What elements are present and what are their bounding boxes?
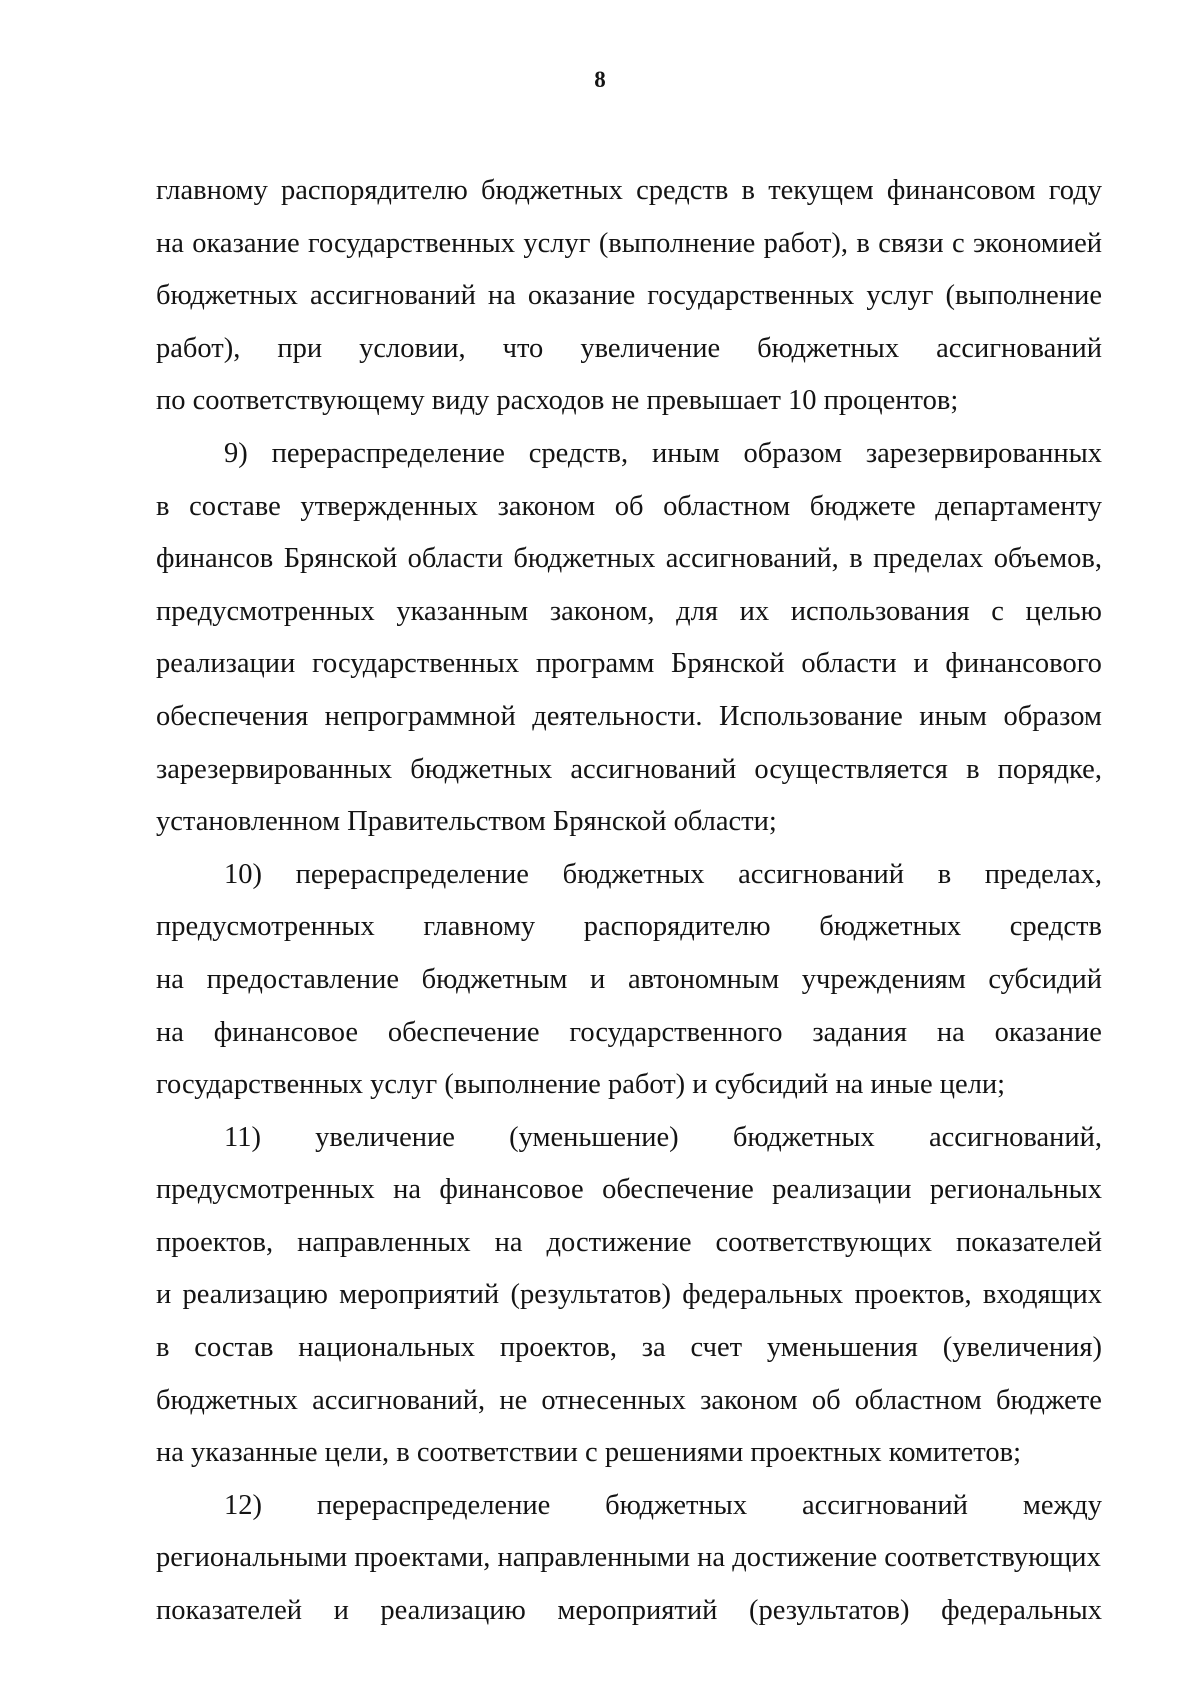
word: бюджете bbox=[996, 1384, 1102, 1416]
word: услуг bbox=[866, 280, 934, 312]
word: и bbox=[913, 648, 929, 680]
text-line bbox=[156, 428, 1102, 481]
word: перераспределение bbox=[316, 1489, 551, 1521]
text-line bbox=[156, 323, 1102, 376]
text-line bbox=[156, 1112, 1102, 1165]
word: финансовое bbox=[439, 1174, 584, 1206]
text-line bbox=[156, 1480, 1102, 1533]
text-line bbox=[156, 1217, 1102, 1270]
word: (уменьшение) bbox=[509, 1121, 679, 1153]
text-line bbox=[156, 218, 1102, 271]
word: образом bbox=[1003, 700, 1102, 732]
word: порядке, bbox=[997, 753, 1102, 785]
text-line bbox=[156, 586, 1102, 639]
text-line bbox=[156, 1007, 1102, 1060]
word: направленных bbox=[297, 1226, 471, 1258]
word: с bbox=[991, 595, 1004, 627]
word: входящих bbox=[982, 1279, 1102, 1311]
word: достижение bbox=[546, 1226, 692, 1258]
text-line bbox=[156, 1164, 1102, 1217]
word: 10) bbox=[224, 858, 262, 890]
word: с bbox=[951, 227, 965, 259]
word: уменьшения bbox=[766, 1332, 918, 1364]
text-line bbox=[156, 901, 1102, 954]
word: их bbox=[739, 595, 770, 627]
text-line bbox=[156, 954, 1102, 1007]
word: реализации bbox=[156, 648, 296, 680]
word: что bbox=[502, 332, 544, 364]
word: Брянской bbox=[283, 543, 398, 575]
word: использования bbox=[790, 595, 970, 627]
word: состав bbox=[194, 1332, 274, 1364]
word: (увеличения) bbox=[942, 1332, 1102, 1364]
document-body bbox=[156, 165, 1102, 1638]
word: ассигнований bbox=[570, 753, 737, 785]
word: в bbox=[937, 858, 952, 890]
word: ассигнований bbox=[936, 332, 1102, 364]
word: федеральных bbox=[941, 1595, 1102, 1627]
word: бюджетных bbox=[156, 280, 298, 312]
word: области bbox=[407, 543, 503, 575]
text-line bbox=[156, 481, 1102, 534]
word: отнесенных bbox=[541, 1384, 686, 1416]
word: проектов, bbox=[156, 1226, 274, 1258]
word: иным bbox=[651, 437, 720, 469]
word: проектов, bbox=[854, 1279, 972, 1311]
word: бюджетных bbox=[757, 332, 900, 364]
word: средств, bbox=[528, 437, 629, 469]
word: и bbox=[333, 1595, 349, 1627]
word: (результатов) bbox=[510, 1279, 671, 1311]
word: бюджетным bbox=[421, 963, 568, 995]
word: финансов bbox=[156, 543, 274, 575]
word: в bbox=[156, 1332, 170, 1364]
text-line: региональными проектами, направленными на достижение соответствующих bbox=[156, 1542, 1101, 1574]
word: региональных bbox=[929, 1174, 1102, 1206]
word: году bbox=[1048, 175, 1102, 206]
word: в bbox=[156, 490, 170, 522]
word: средств bbox=[636, 175, 729, 206]
word: не bbox=[499, 1384, 528, 1416]
word: государственных bbox=[647, 280, 855, 312]
word: услуг bbox=[523, 227, 591, 259]
word: непрограммной bbox=[324, 700, 516, 732]
word: в bbox=[741, 175, 755, 206]
word: предусмотренных bbox=[156, 595, 375, 627]
word: между bbox=[1022, 1489, 1102, 1521]
word: автономным bbox=[627, 963, 780, 995]
word: (результатов) bbox=[748, 1595, 910, 1627]
word: обеспечение bbox=[602, 1174, 754, 1206]
word: ассигнований bbox=[802, 1489, 968, 1521]
text-line bbox=[156, 691, 1102, 744]
text-line bbox=[156, 638, 1102, 691]
word: бюджетных bbox=[480, 175, 623, 206]
word: реализацию bbox=[380, 1595, 526, 1627]
word: 9) bbox=[224, 437, 248, 469]
word: текущем bbox=[768, 175, 874, 206]
text-line bbox=[156, 1375, 1102, 1428]
word: иным bbox=[919, 700, 987, 732]
word: предусмотренных bbox=[156, 911, 375, 943]
word: главному bbox=[423, 911, 536, 943]
word: условии, bbox=[359, 332, 466, 364]
word: образом bbox=[743, 437, 842, 469]
text-line bbox=[156, 744, 1102, 797]
word: зарезервированных bbox=[156, 753, 393, 785]
word: департаменту bbox=[935, 490, 1102, 522]
word: программ bbox=[535, 648, 655, 680]
text-line: на указанные цели, в соответствии с решениями проектных комитетов; bbox=[156, 1437, 1021, 1469]
word: за bbox=[641, 1332, 666, 1364]
word: законом, bbox=[549, 595, 655, 627]
text-line: по соответствующему виду расходов не превышает 10 процентов; bbox=[156, 385, 959, 417]
word: показателей bbox=[956, 1226, 1102, 1258]
word: предоставление bbox=[206, 963, 400, 995]
word: ассигнований, bbox=[312, 1384, 486, 1416]
word: главному bbox=[156, 175, 268, 206]
word: бюджетных bbox=[819, 911, 962, 943]
word: финансового bbox=[945, 648, 1102, 680]
word: средств bbox=[1009, 911, 1102, 943]
word: утвержденных bbox=[300, 490, 478, 522]
word: для bbox=[676, 595, 718, 627]
word: (выполнение bbox=[945, 280, 1102, 312]
word: финансовое bbox=[213, 1016, 359, 1048]
word: распорядителю bbox=[281, 175, 468, 206]
word: бюджете bbox=[809, 490, 916, 522]
word: объемов, bbox=[993, 543, 1102, 575]
word: ассигнований, bbox=[665, 543, 839, 575]
word: 12) bbox=[224, 1489, 262, 1521]
word: при bbox=[277, 332, 323, 364]
word: в bbox=[849, 543, 863, 575]
word: предусмотренных bbox=[156, 1174, 375, 1206]
text-line: установленном Правительством Брянской области; bbox=[156, 806, 777, 838]
word: показателей bbox=[156, 1595, 302, 1627]
word: государственных bbox=[312, 648, 520, 680]
word: работ), bbox=[763, 227, 849, 259]
word: законом bbox=[497, 490, 596, 522]
word: на bbox=[156, 227, 184, 259]
word: счет bbox=[690, 1332, 743, 1364]
word: и bbox=[156, 1279, 172, 1311]
word: ассигнований bbox=[738, 858, 905, 890]
word: области bbox=[801, 648, 897, 680]
word: бюджетных bbox=[605, 1489, 748, 1521]
word: Использование bbox=[718, 700, 903, 732]
word: перераспределение bbox=[271, 437, 505, 469]
word: на bbox=[494, 1226, 523, 1258]
word: в bbox=[856, 227, 870, 259]
word: зарезервированных bbox=[865, 437, 1102, 469]
word: деятельности. bbox=[532, 700, 703, 732]
word: (выполнение bbox=[598, 227, 756, 259]
word: бюджетных bbox=[562, 858, 705, 890]
word: реализации bbox=[772, 1174, 912, 1206]
word: на bbox=[156, 1016, 184, 1048]
text-line bbox=[156, 533, 1102, 586]
word: на bbox=[156, 963, 184, 995]
word: об bbox=[811, 1384, 841, 1416]
text-line bbox=[156, 165, 1102, 218]
text-line bbox=[156, 1269, 1102, 1322]
word: государственного bbox=[569, 1016, 783, 1048]
word: осуществляется bbox=[754, 753, 948, 785]
word: распорядителю bbox=[583, 911, 771, 943]
word: задания bbox=[812, 1016, 907, 1048]
word: финансовом bbox=[886, 175, 1036, 206]
word: указанным bbox=[396, 595, 529, 627]
word: соответствующих bbox=[715, 1226, 933, 1258]
word: обеспечения bbox=[156, 700, 309, 732]
word: оказание bbox=[527, 280, 636, 312]
word: пределах, bbox=[984, 858, 1102, 890]
word: ассигнований, bbox=[928, 1121, 1102, 1153]
word: экономией bbox=[972, 227, 1102, 259]
word: 11) bbox=[224, 1121, 261, 1153]
word: увеличение bbox=[580, 332, 721, 364]
text-line: государственных услуг (выполнение работ) и субсидий на иные цели; bbox=[156, 1069, 1006, 1101]
word: на bbox=[393, 1174, 421, 1206]
word: областном bbox=[854, 1384, 982, 1416]
word: субсидий bbox=[988, 963, 1102, 995]
word: и bbox=[590, 963, 606, 995]
word: государственных bbox=[308, 227, 516, 259]
word: работ), bbox=[156, 332, 241, 364]
word: на bbox=[936, 1016, 965, 1048]
word: увеличение bbox=[315, 1121, 455, 1153]
word: законом bbox=[700, 1384, 798, 1416]
word: областном bbox=[663, 490, 791, 522]
word: пределах bbox=[873, 543, 984, 575]
word: целью bbox=[1025, 595, 1102, 627]
word: в bbox=[966, 753, 980, 785]
word: на bbox=[487, 280, 516, 312]
word: обеспечение bbox=[387, 1016, 540, 1048]
text-line bbox=[156, 270, 1102, 323]
word: оказание bbox=[994, 1016, 1102, 1048]
word: бюджетных bbox=[513, 543, 656, 575]
word: Брянской bbox=[671, 648, 785, 680]
word: бюджетных bbox=[156, 1384, 298, 1416]
word: перераспределение bbox=[295, 858, 529, 890]
word: национальных bbox=[298, 1332, 475, 1364]
page-number: 8 bbox=[594, 67, 606, 92]
word: ассигнований bbox=[309, 280, 476, 312]
word: мероприятий bbox=[557, 1595, 718, 1627]
word: мероприятий bbox=[339, 1279, 500, 1311]
word: учреждениям bbox=[801, 963, 966, 995]
word: связи bbox=[878, 227, 944, 259]
word: реализацию bbox=[182, 1279, 328, 1311]
word: составе bbox=[189, 490, 281, 522]
word: федеральных bbox=[682, 1279, 844, 1311]
text-line bbox=[156, 849, 1102, 902]
word: проектов, bbox=[499, 1332, 617, 1364]
text-line bbox=[156, 1585, 1102, 1638]
word: об bbox=[614, 490, 644, 522]
word: оказание bbox=[192, 227, 300, 259]
word: бюджетных bbox=[732, 1121, 875, 1153]
text-line bbox=[156, 1322, 1102, 1375]
word: бюджетных bbox=[410, 753, 553, 785]
